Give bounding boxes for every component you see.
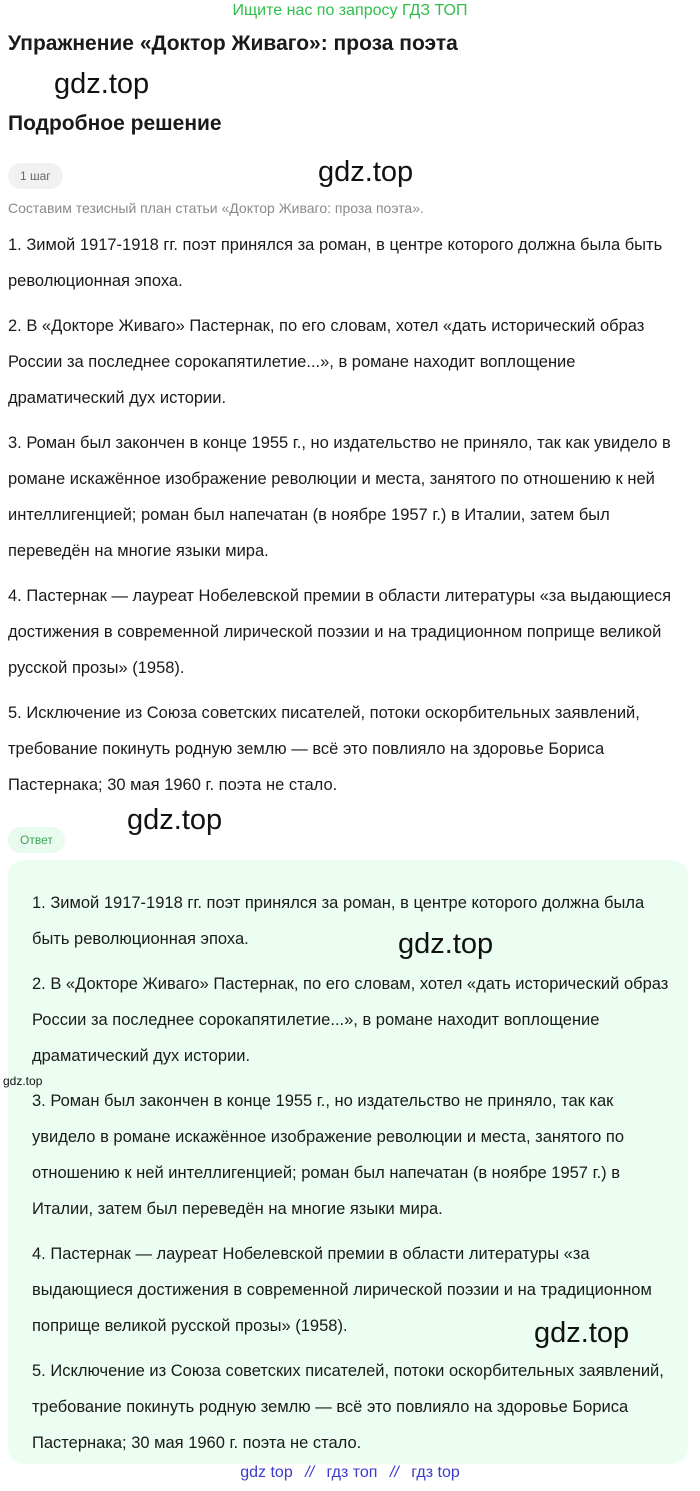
answer-item: 2. В «Докторе Живаго» Пастернак, по его словам, хотел «дать исторический образ России за последнее сорокапятилетие...», в романе находит воплощение драматический дух истории.: [32, 975, 669, 1065]
watermark: gdz.top: [318, 156, 414, 188]
watermark: gdz.top: [54, 68, 150, 100]
watermark: gdz.top: [127, 804, 223, 836]
answer-item: 1. Зимой 1917-1918 гг. поэт принялся за роман, в центре которого должна была быть революционная эпоха.: [32, 894, 645, 948]
answer-item: 3. Роман был закончен в конце 1955 г., но издательство не приняло, так как увидело в романе искажённое изображение революции и места, занятого по отношению к ней интеллигенцией; роман был напечатан (в ноябре 1957 г.) в Италии, затем был переведён на многие языки мира.: [32, 1092, 625, 1218]
footer-separator: //: [389, 1464, 399, 1481]
section-title: Подробное решение: [8, 112, 222, 135]
search-banner: Ищите нас по запросу ГДЗ ТОП: [232, 2, 468, 19]
footer-link[interactable]: гдз топ: [326, 1464, 378, 1481]
list-item: 3. Роман был закончен в конце 1955 г., но издательство не приняло, так как увидело в романе искажённое изображение революции и места, занятого по отношению к ней интеллигенцией; роман был напечатан (в ноябре 1957 г.) в Италии, затем был переведён на многие языки мира.: [8, 434, 671, 560]
watermark: gdz.top: [3, 1074, 43, 1088]
list-item: 2. В «Докторе Живаго» Пастернак, по его словам, хотел «дать исторический образ России за последнее сорокапятилетие...», в романе находит воплощение драматический дух истории.: [8, 317, 645, 407]
footer-link[interactable]: gdz top: [240, 1464, 293, 1481]
footer-link[interactable]: гдз top: [411, 1464, 460, 1481]
watermark: gdz.top: [398, 928, 494, 960]
list-item: 1. Зимой 1917-1918 гг. поэт принялся за роман, в центре которого должна была быть революционная эпоха.: [8, 236, 663, 290]
answer-item: 5. Исключение из Союза советских писателей, потоки оскорбительных заявлений, требование покинуть родную землю — всё это повлияло на здоровье Бориса Пастернака; 30 мая 1960 г. поэта не стало.: [32, 1362, 664, 1452]
footer-links: [0, 1464, 700, 1482]
footer-separator: //: [305, 1464, 315, 1481]
step-badge: 1 шаг: [8, 163, 63, 189]
answer-badge: Ответ: [8, 827, 65, 853]
list-item: 5. Исключение из Союза советских писателей, потоки оскорбительных заявлений, требование покинуть родную землю — всё это повлияло на здоровье Бориса Пастернака; 30 мая 1960 г. поэта не стало.: [8, 704, 640, 794]
watermark: gdz.top: [534, 1317, 630, 1349]
page-title: Упражнение «Доктор Живаго»: проза поэта: [8, 32, 458, 55]
intro-text: Составим тезисный план статьи «Доктор Живаго: проза поэта».: [8, 200, 424, 216]
answer-item: 4. Пастернак — лауреат Нобелевской премии в области литературы «за выдающиеся достижения в современной лирической поэзии и на традиционном поприще великой русской прозы» (1958).: [32, 1245, 652, 1335]
list-item: 4. Пастернак — лауреат Нобелевской премии в области литературы «за выдающиеся достижения в современной лирической поэзии и на традиционном поприще великой русской прозы» (1958).: [8, 587, 672, 677]
